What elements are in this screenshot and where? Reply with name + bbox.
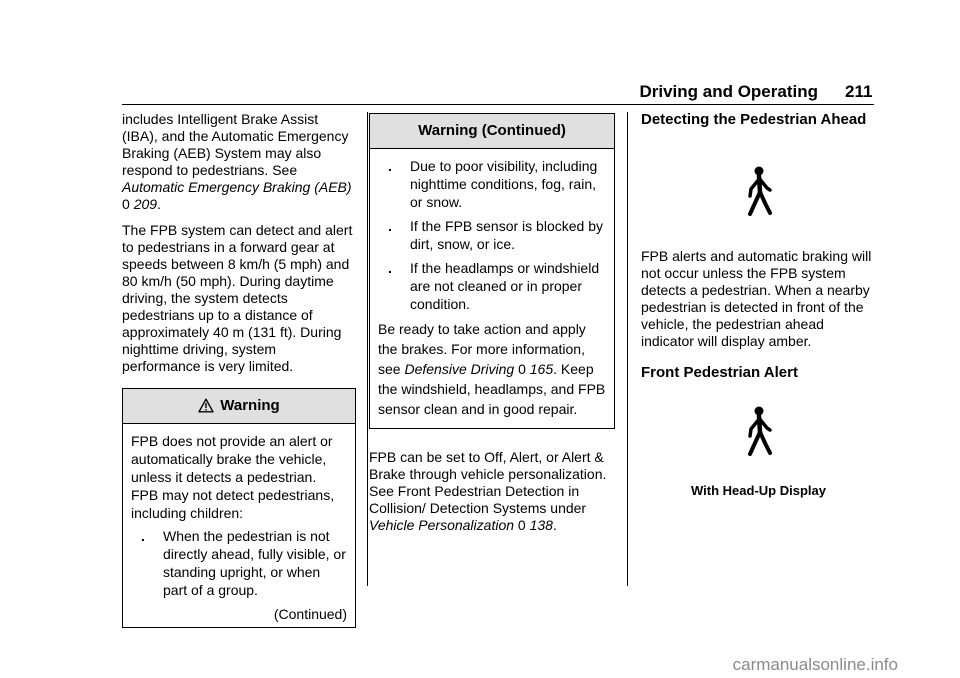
- figure-pedestrian-ahead: [641, 166, 876, 220]
- column-right: [641, 111, 876, 499]
- page-ref-symbol: 0: [517, 517, 526, 533]
- link-aeb[interactable]: Automatic Emergency Braking (AEB): [122, 179, 352, 195]
- warning-intro: FPB does not provide an alert or automatically brake the vehicle, unless it detects a pedestrian. FPB may not detect pedestrians, including children:: [131, 433, 335, 521]
- warning-continued-box: [369, 113, 615, 429]
- page-ref[interactable]: 165: [529, 361, 554, 377]
- paragraph-personalization: FPB can be set to Off, Alert, or Alert & Brake through vehicle personalization. See Front Pedestrian Detection in Collision/ Detection Systems under Vehicle Personalization 0 138.: [369, 449, 607, 533]
- paragraph-pedestrian-ahead: FPB alerts and automatic braking will not occur unless the FPB system detects a pedestrian. When a nearby pedestrian is detected in front of the vehicle, the pedestrian ahead indicator will display amber.: [641, 248, 872, 349]
- warning-continued-header: Warning (Continued): [370, 114, 614, 149]
- list-item: . When the pedestrian is not directly ahead, fully visible, or standing upright, or when part of a group.: [141, 528, 346, 598]
- continued-label: (Continued): [273, 606, 347, 622]
- section-title: Driving and Operating: [639, 82, 818, 101]
- list-item: . Due to poor visibility, including nighttime conditions, fog, rain, or snow.: [388, 158, 598, 210]
- bullet-symbol: .: [388, 260, 392, 276]
- heading-front-pedestrian-alert: Front Pedestrian Alert: [641, 364, 798, 381]
- column-middle: [369, 113, 615, 543]
- link-defensive-driving[interactable]: Defensive Driving: [404, 361, 515, 377]
- column-left: [122, 111, 356, 628]
- bullet-symbol: .: [388, 218, 392, 234]
- heading-detecting-pedestrian: Detecting the Pedestrian Ahead: [641, 111, 867, 128]
- bullet-symbol: .: [141, 528, 145, 544]
- header-rule: [122, 104, 874, 105]
- page-number: 211: [845, 82, 873, 101]
- list-item: . If the FPB sensor is blocked by dirt, snow, or ice.: [388, 218, 603, 252]
- page-ref[interactable]: 138: [529, 517, 553, 533]
- warning-title: Warning: [220, 397, 280, 414]
- figure-front-pedestrian-alert: [641, 406, 876, 460]
- column-divider-right: [627, 112, 628, 586]
- warning-triangle-icon: [198, 392, 214, 426]
- warning-body: [123, 424, 355, 627]
- pedestrian-icon: [744, 166, 774, 220]
- bullet-symbol: .: [388, 158, 392, 174]
- list-item: . If the headlamps or windshield are not cleaned or in proper condition.: [388, 260, 600, 312]
- warning-continued-body: [370, 149, 614, 428]
- link-vehicle-personalization[interactable]: Vehicle Personalization: [369, 517, 515, 533]
- paragraph-aeb: includes Intelligent Brake Assist (IBA), and the Automatic Emergency Braking (AEB) System may also respond to pedestrians. See Automatic Emergency Braking (AEB) 0 209.: [122, 111, 352, 212]
- page-ref[interactable]: 209: [133, 196, 158, 212]
- warning-header: [123, 389, 355, 424]
- warning-closing: Be ready to take action and apply the brakes. For more information, see Defensive Driving 0 165. Keep the windshield, headlamps, and FPB sensor clean and in good repair.: [378, 321, 606, 417]
- watermark: carmanualsonline.info: [732, 655, 898, 674]
- pedestrian-icon: [744, 406, 774, 460]
- column-divider-left: [367, 112, 368, 586]
- figure-caption: With Head-Up Display: [691, 483, 826, 498]
- page-ref-symbol: 0: [122, 196, 130, 212]
- page-ref-symbol: 0: [518, 361, 526, 377]
- warning-box: [122, 388, 356, 628]
- paragraph-detection-range: The FPB system can detect and alert to pedestrians in a forward gear at speeds between 8 km/h (5 mph) and 80 km/h (50 mph). During daytime driving, the system detects pedestrians up to a distance of approximately 40 m (131 ft). During nighttime driving, system performance is very limited.: [122, 222, 353, 374]
